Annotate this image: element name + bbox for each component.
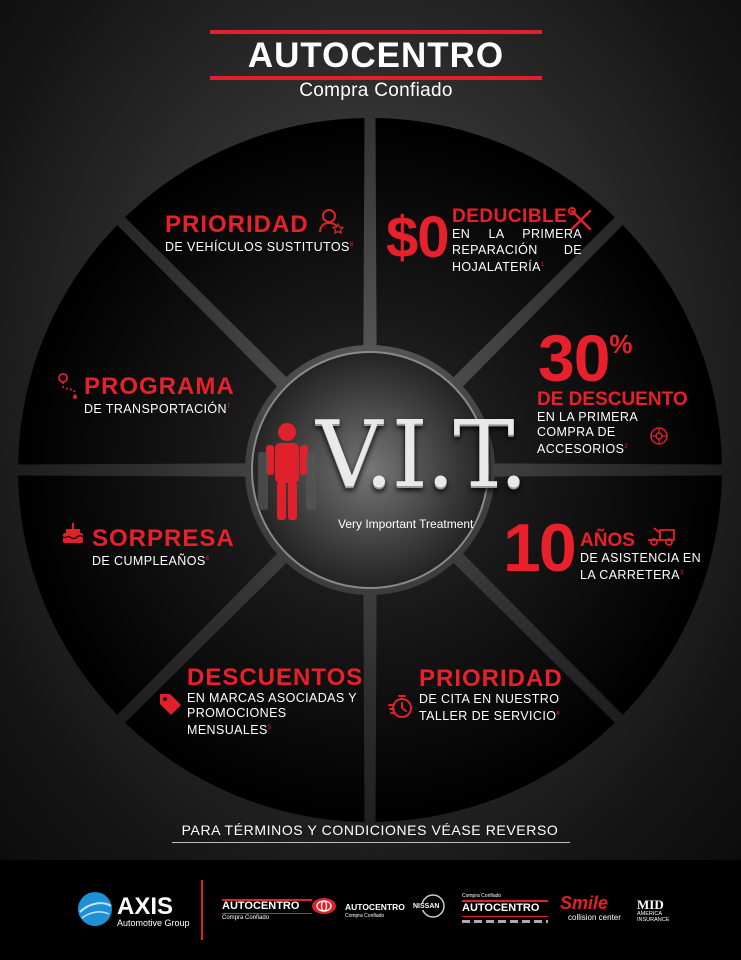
benefit-headline: DE DESCUENTO bbox=[537, 389, 688, 410]
benefit-prefix: 10 bbox=[503, 510, 575, 586]
benefit-headline: PRIORIDAD bbox=[419, 665, 563, 692]
wrench-screwdriver-icon bbox=[568, 207, 594, 233]
benefit-detail: DE CITA EN NUESTRO TALLER DE SERVICIO bbox=[419, 692, 560, 724]
footnote-mark: 5 bbox=[267, 725, 272, 731]
nissan-dealer-tagline: Compra Confiado bbox=[345, 913, 385, 919]
toyota-dealer-tagline: Compra Confiado bbox=[222, 915, 270, 921]
route-icon bbox=[56, 372, 82, 400]
benefit-service-appointment bbox=[419, 666, 599, 724]
mid-name: MID bbox=[637, 897, 664, 912]
mid-subtitle: AMERICA INSURANCE bbox=[637, 911, 670, 923]
multibrand-tagline: Compra Confiado bbox=[462, 893, 502, 899]
benefit-detail: EN MARCAS ASOCIADAS Y PROMOCIONES MENSUALES bbox=[187, 691, 357, 738]
benefit-detail: DE VEHÍCULOS SUSTITUTOS bbox=[165, 240, 350, 255]
benefit-deductible bbox=[386, 205, 449, 270]
benefit-partner-discounts bbox=[187, 665, 367, 738]
footnote-mark: 8 bbox=[349, 242, 354, 248]
benefit-detail: EN LA PRIMERA REPARACIÓN DE HOJALATERÍA bbox=[452, 227, 582, 275]
benefit-transportation bbox=[84, 374, 235, 417]
percent-symbol: % bbox=[609, 329, 633, 359]
cake-icon bbox=[60, 520, 86, 546]
benefit-headline: PROGRAMA bbox=[84, 373, 235, 400]
benefit-roadside bbox=[503, 512, 575, 584]
benefit-headline: AÑOS bbox=[580, 530, 635, 551]
wheel-icon bbox=[650, 427, 668, 445]
benefit-prefix: $0 bbox=[386, 205, 449, 270]
footnote-mark: 3 bbox=[679, 570, 684, 576]
nissan-dealer-name: AUTOCENTRO bbox=[345, 902, 405, 912]
benefit-accessory-discount bbox=[538, 321, 633, 395]
benefit-headline: SORPRESA bbox=[92, 525, 235, 552]
footnote-mark: 6 bbox=[205, 556, 210, 562]
benefit-detail: DE CUMPLEAÑOS bbox=[92, 554, 206, 569]
smile-subtitle: collision center bbox=[568, 913, 621, 922]
tow-truck-icon bbox=[646, 524, 678, 546]
footnote-mark: 1 bbox=[540, 262, 545, 268]
benefit-detail: DE ASISTENCIA EN LA CARRETERA bbox=[580, 551, 702, 583]
terms-notice: PARA TÉRMINOS Y CONDICIONES VÉASE REVERSO bbox=[181, 822, 559, 838]
footnote-mark: 7 bbox=[226, 404, 231, 410]
toyota-emblem-icon bbox=[311, 896, 337, 916]
terms-underline bbox=[172, 842, 570, 843]
brand-badges-strip bbox=[462, 920, 548, 923]
toyota-dealer-name: AUTOCENTRO bbox=[222, 900, 300, 912]
person-star-icon bbox=[318, 208, 344, 234]
brand-title: AUTOCENTRO bbox=[247, 36, 505, 75]
benefit-detail: EN LA PRIMERA COMPRA DE ACCESORIOS bbox=[537, 410, 638, 457]
vit-title: V.I.T. bbox=[316, 401, 527, 508]
axis-name: AXIS bbox=[117, 893, 174, 920]
stopwatch-icon bbox=[388, 693, 414, 719]
vit-subtitle: Very Important Treatment bbox=[338, 517, 474, 531]
benefit-headline: DEDUCIBLE bbox=[452, 206, 568, 227]
brand-tagline: Compra Confiado bbox=[299, 80, 453, 101]
footnote-mark: 2 bbox=[624, 444, 629, 450]
multibrand-dealer-name: AUTOCENTRO bbox=[462, 902, 540, 914]
tag-icon bbox=[157, 691, 183, 717]
benefit-detail: DE TRANSPORTACIÓN bbox=[84, 402, 227, 417]
nissan-brand-name: NISSAN bbox=[413, 903, 440, 910]
footer-divider bbox=[201, 880, 203, 940]
benefit-prefix: 30 bbox=[538, 321, 610, 395]
benefit-headline: PRIORIDAD bbox=[165, 211, 309, 238]
axis-globe-icon bbox=[76, 890, 114, 928]
smile-name: Smile bbox=[560, 893, 609, 913]
benefit-headline: DESCUENTOS bbox=[187, 664, 364, 691]
footnote-mark: 4 bbox=[556, 711, 561, 717]
axis-subtitle: Automotive Group bbox=[117, 918, 190, 928]
benefit-birthday bbox=[92, 525, 235, 569]
